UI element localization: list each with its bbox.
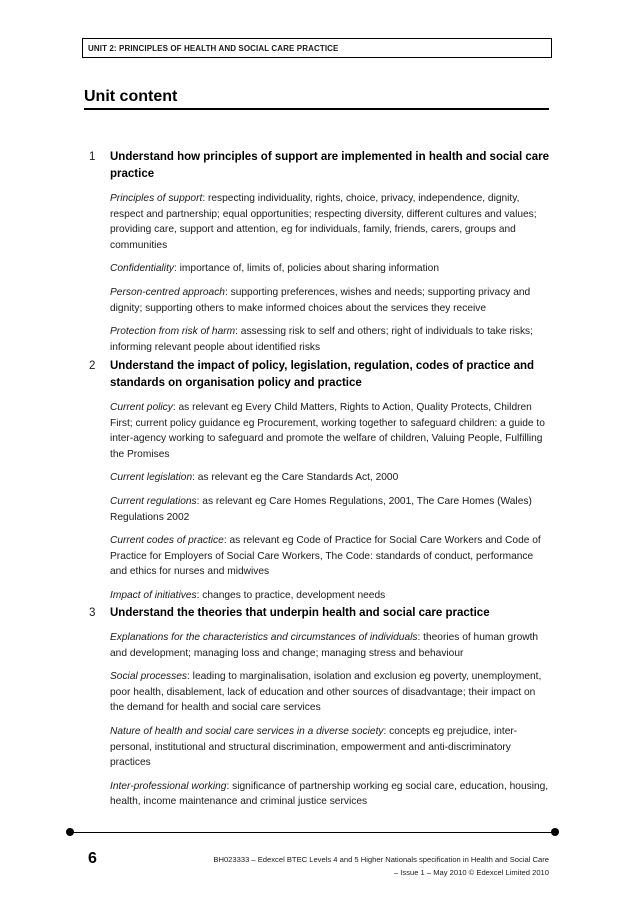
content-item: [110, 494, 551, 525]
section-title: Understand the theories that underpin health and social care practice: [110, 607, 490, 619]
item-text: : significance of partnership working eg social care, education, housing, health, income maintenance and criminal justice services: [110, 780, 549, 808]
item-text: : assessing risk to self and others; right of individuals to take risks; informing relevant people about identified risks: [110, 326, 533, 353]
footer-line-2: – Issue 1 – May 2010 © Edexcel Limited 2010: [393, 868, 549, 877]
item-text: : theories of human growth and development; managing loss and change; managing stress and behaviour: [110, 632, 539, 659]
heading-rule: [84, 108, 549, 110]
item-term: Confidentiality: [110, 263, 174, 275]
content-item: [110, 630, 551, 661]
item-term: Inter-professional working: [110, 780, 227, 792]
item-term: Person-centred approach: [110, 286, 225, 298]
item-term: Nature of health and social care services in a diverse society: [110, 725, 384, 737]
section-title: Understand the impact of policy, legislation, regulation, codes of practice and standards on organisation policy and practice: [110, 360, 535, 389]
item-term: Protection from risk of harm: [110, 326, 236, 338]
page-number: 6: [88, 850, 97, 867]
section-number: 1: [89, 151, 96, 163]
content-section-2: [89, 358, 551, 604]
content-section-1: [89, 149, 551, 355]
footer-rule-left-dot: [66, 828, 74, 836]
content-item: [110, 324, 551, 355]
footer-rule: [70, 832, 555, 833]
item-term: Current legislation: [110, 472, 193, 484]
content-item: [110, 470, 551, 486]
item-text: : concepts eg prejudice, inter-personal, institutional and structural discrimination, empowerment and anti-discriminatory practices: [110, 725, 518, 769]
content-item: [110, 191, 551, 253]
content-item: [110, 400, 551, 462]
item-text: : supporting preferences, wishes and needs; supporting privacy and dignity; supporting others to make informed choices about the services they receive: [110, 286, 531, 314]
item-text: : as relevant eg Every Child Matters, Rights to Action, Quality Protects, Children First; current policy guidance eg Procurement, working together to safeguard children: a guide to inter-agency working to safeguard and promote the welfare of children, Valuing People, Fulfilling the Promises: [110, 402, 545, 460]
section-number: 3: [89, 607, 96, 619]
item-text: : changes to practice, development needs: [196, 589, 386, 601]
item-term: Current codes of practice: [110, 535, 224, 547]
item-term: Explanations for the characteristics and circumstances of individuals: [110, 632, 418, 643]
item-text: : as relevant eg the Care Standards Act, 2000: [192, 472, 399, 484]
content-item: [110, 533, 551, 580]
item-term: Impact of initiatives: [110, 589, 197, 601]
content-item: [110, 588, 551, 604]
content-section-3: [89, 605, 551, 810]
item-term: Current policy: [110, 402, 173, 413]
item-text: : as relevant eg Code of Practice for Social Care Workers and Code of Practice for Employers of Social Care Workers, The Code: standards of conduct, performance and ethics for nurses and midwives: [110, 535, 541, 578]
footer-citation: [129, 853, 549, 879]
section-number: 2: [89, 360, 96, 372]
content-item: [110, 724, 551, 771]
section-title: Understand how principles of support are implemented in health and social care practice: [110, 151, 550, 180]
footer-rule-right-dot: [551, 828, 559, 836]
unit-header-box: [82, 38, 552, 58]
item-text: : importance of, limits of, policies about sharing information: [174, 263, 439, 275]
item-text: : leading to marginalisation, isolation and exclusion eg poverty, unemployment, poor health, disablement, lack of education and other sources of disadvantage; their impact on the demand for health and social care services: [110, 671, 542, 714]
unit-title: UNIT 2: PRINCIPLES OF HEALTH AND SOCIAL CARE PRACTICE: [88, 44, 339, 53]
page-heading: Unit content: [84, 88, 178, 105]
content-item: [110, 669, 551, 716]
item-term: Social processes: [110, 671, 188, 683]
item-text: : respecting individuality, rights, choice, privacy, independence, dignity, respect and partnership; equal opportunities; respecting diversity, different cultures and values; providing care, support and attention, eg for individuals, family, friends, carers, groups and communities: [110, 193, 537, 251]
footer-line-1: BH023333 – Edexcel BTEC Levels 4 and 5 Higher Nationals specification in Health and Social Care: [213, 855, 549, 864]
item-term: Principles of support: [110, 193, 203, 204]
item-text: : as relevant eg Care Homes Regulations, 2001, The Care Homes (Wales) Regulations 2002: [110, 495, 532, 523]
item-term: Current regulations: [110, 495, 197, 507]
content-item: [110, 261, 551, 277]
content-item: [110, 285, 551, 316]
content-item: [110, 779, 551, 810]
